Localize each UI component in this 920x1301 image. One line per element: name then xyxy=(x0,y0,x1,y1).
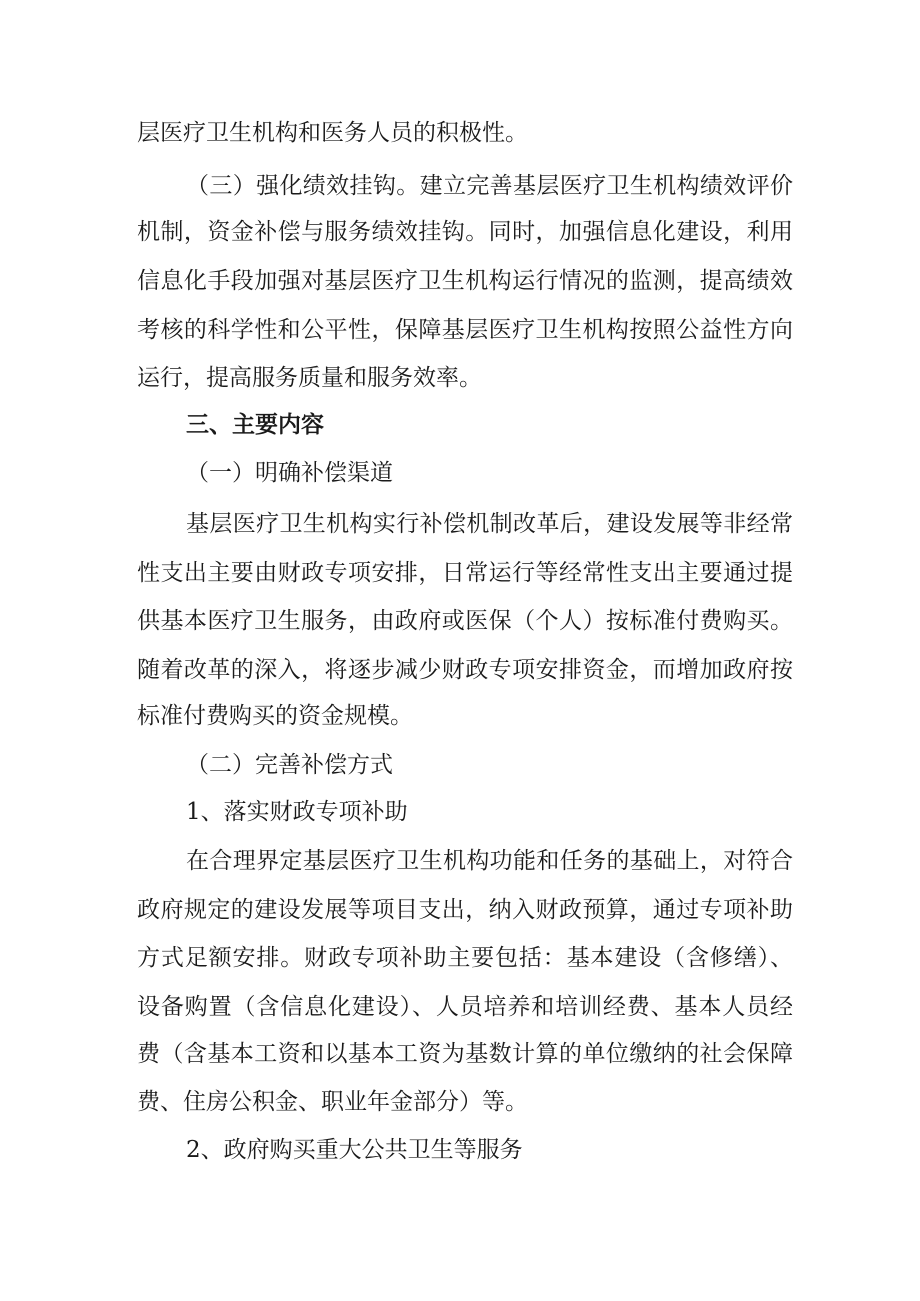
paragraph-line: 标准付费购买的资金规模。 xyxy=(137,703,413,729)
section-heading: 三、主要内容 xyxy=(186,412,324,438)
paragraph-line: 运行，提高服务质量和服务效率。 xyxy=(137,365,482,391)
subsection-title: （二）完善补偿方式 xyxy=(186,752,393,778)
subsection-title: （一）明确补偿渠道 xyxy=(186,460,393,486)
paragraph-line: 信息化手段加强对基层医疗卫生机构运行情况的监测，提高绩效 xyxy=(137,268,793,294)
paragraph-line: 考核的科学性和公平性，保障基层医疗卫生机构按照公益性方向 xyxy=(137,317,793,343)
paragraph-line: 方式足额安排。财政专项补助主要包括：基本建设（含修缮）、 xyxy=(137,945,793,971)
paragraph-line: 在合理界定基层医疗卫生机构功能和任务的基础上，对符合 xyxy=(186,848,793,874)
paragraph-line: 设备购置（含信息化建设）、人员培养和培训经费、基本人员经 xyxy=(137,994,793,1020)
paragraph-line: 政府规定的建设发展等项目支出，纳入财政预算，通过专项补助 xyxy=(137,897,793,923)
paragraph-line: 基层医疗卫生机构实行补偿机制改革后，建设发展等非经常 xyxy=(186,511,793,537)
paragraph-line: （三）强化绩效挂钩。建立完善基层医疗卫生机构绩效评价 xyxy=(186,173,793,199)
paragraph-line: 性支出主要由财政专项安排，日常运行等经常性支出主要通过提 xyxy=(137,560,793,586)
item-title: 1、落实财政专项补助 xyxy=(186,799,408,825)
item-title: 2、政府购买重大公共卫生等服务 xyxy=(186,1137,523,1163)
paragraph-line: 层医疗卫生机构和医务人员的积极性。 xyxy=(137,120,528,146)
paragraph-line: 随着改革的深入，将逐步减少财政专项安排资金，而增加政府按 xyxy=(137,657,793,683)
paragraph-line: 费、住房公积金、职业年金部分）等。 xyxy=(137,1089,528,1115)
paragraph-line: 供基本医疗卫生服务，由政府或医保（个人）按标准付费购买。 xyxy=(137,608,793,634)
paragraph-line: 机制，资金补偿与服务绩效挂钩。同时，加强信息化建设，利用 xyxy=(137,219,793,245)
paragraph-line: 费（含基本工资和以基本工资为基数计算的单位缴纳的社会保障 xyxy=(137,1041,793,1067)
